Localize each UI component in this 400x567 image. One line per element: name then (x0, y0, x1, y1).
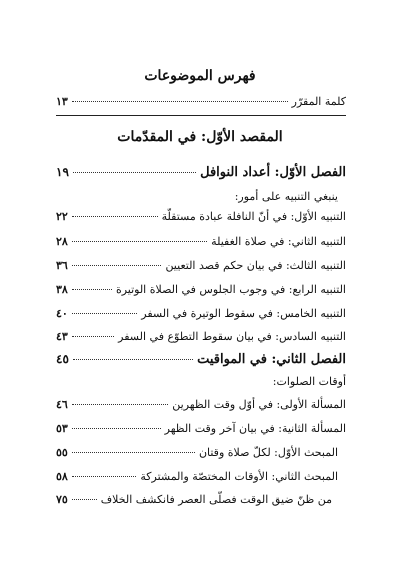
leader-dots (72, 336, 114, 337)
toc-page-number: ٥٥ (56, 446, 68, 459)
toc-page-number: ٤٦ (56, 398, 68, 411)
toc-page-number: ٢٢ (56, 210, 68, 223)
leader-dots (72, 265, 162, 266)
toc-page-number: ٥٣ (56, 422, 68, 435)
leader-dots (72, 101, 288, 102)
toc-entry-label: التنبيه الأوّل: في أنّ النافلة عبادة مستقلّة (161, 210, 346, 223)
toc-entry-label: من ظنّ ضيق الوقت فصلّى العصر فانكشف الخلاف (100, 493, 332, 506)
toc-entry-label: التنبيه الخامس: في سقوط الوتيرة في السفر (141, 307, 346, 320)
leader-dots (72, 499, 97, 500)
toc-entry[interactable] (56, 446, 338, 462)
toc-page-number: ٤٣ (56, 330, 68, 343)
toc-entry-label: التنبيه الثاني: في صلاة الغفيلة (211, 235, 346, 248)
toc-chapter[interactable] (56, 352, 346, 368)
toc-entry-label: التنبيه السادس: في بيان سقوط التطوّع في السفر (118, 330, 346, 343)
leader-dots (72, 241, 207, 242)
leader-dots (72, 452, 195, 453)
toc-entry-label: المسألة الأولى: في أوّل وقت الظهرين (172, 398, 346, 411)
leader-dots (72, 404, 168, 405)
toc-entry-label: التنبيه الرابع: في وجوب الجلوس في الصلاة الوتيرة (115, 283, 346, 296)
toc-page-number: ٥٨ (56, 470, 68, 483)
toc-entry-label: المسألة الثانية: في بيان آخر وقت الظهر (164, 422, 346, 435)
toc-entry[interactable] (56, 470, 338, 486)
toc-entry-label: التنبيه الثالث: في بيان حكم قصد التعيين (165, 259, 346, 272)
toc-page-number: ٣٨ (56, 283, 68, 296)
section-heading: المقصد الأوّل: في المقدّمات (117, 129, 283, 145)
toc-entry[interactable] (56, 330, 346, 346)
toc-entry[interactable] (56, 307, 346, 323)
toc-subheading: أوقات الصلوات: (272, 375, 346, 388)
leader-dots (73, 359, 193, 360)
toc-entry[interactable] (56, 210, 346, 226)
toc-page-number: ١٣ (56, 95, 68, 108)
toc-entry-label: الفصل الأوّل: أعداد النوافل (200, 165, 346, 180)
leader-dots (72, 476, 137, 477)
leader-dots (72, 313, 137, 314)
toc-subheading: ينبغي التنبيه على أمور: (234, 190, 338, 203)
toc-page-number: ٤٠ (56, 307, 68, 320)
toc-page-number: ٢٨ (56, 235, 68, 248)
toc-entry[interactable] (56, 95, 346, 111)
toc-entry-label: المبحث الثاني: الأوقات المختصّة والمشتركة (140, 470, 338, 483)
page-title: فهرس الموضوعات (144, 68, 256, 84)
toc-page-number: ٤٥ (56, 352, 69, 366)
toc-page-number: ٣٦ (56, 259, 68, 272)
leader-dots (72, 216, 158, 217)
toc-page-number: ٧٥ (56, 493, 68, 506)
toc-entry[interactable] (56, 422, 346, 438)
toc-entry[interactable] (56, 235, 346, 251)
leader-dots (72, 289, 112, 290)
toc-page-number: ١٩ (56, 165, 69, 179)
toc-entry[interactable] (56, 493, 332, 509)
toc-chapter[interactable] (56, 165, 346, 181)
toc-entry-label: كلمة المقرّر (291, 95, 346, 108)
toc-entry-label: الفصل الثاني: في المواقيت (197, 352, 346, 367)
toc-entry[interactable] (56, 283, 346, 299)
leader-dots (72, 428, 161, 429)
toc-entry[interactable] (56, 398, 346, 414)
toc-entry[interactable] (56, 259, 346, 275)
toc-entry-label: المبحث الأوّل: لكلّ صلاة وقتان (198, 446, 338, 459)
divider (56, 115, 346, 116)
leader-dots (73, 172, 196, 173)
